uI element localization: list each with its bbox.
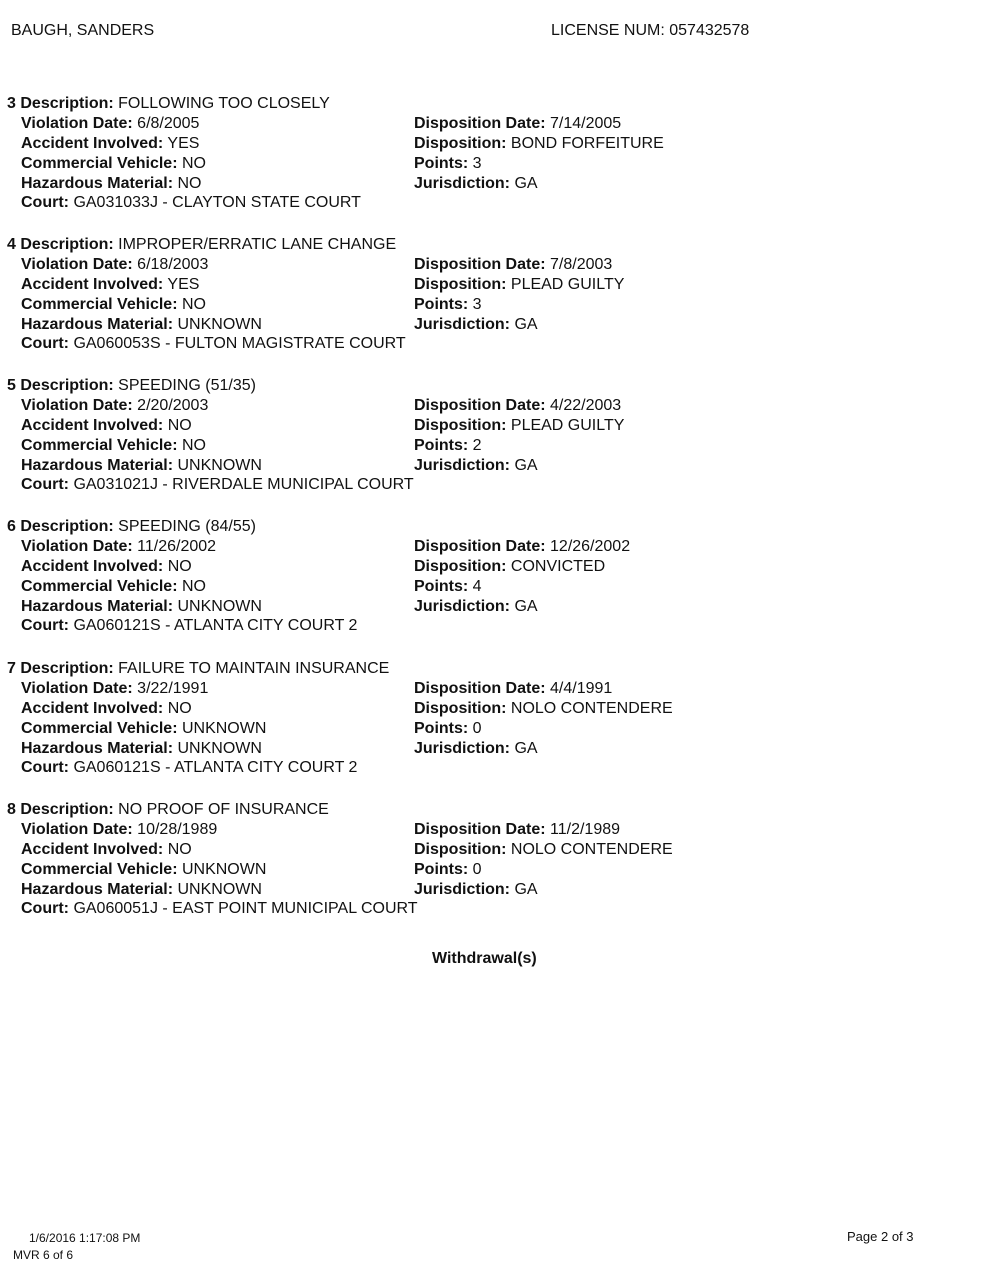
accident-involved: YES bbox=[167, 135, 200, 152]
commercial-vehicle: UNKNOWN bbox=[181, 720, 267, 737]
disposition-date: 4/22/2003 bbox=[550, 397, 622, 414]
commercial-label: Commercial Vehicle: bbox=[21, 155, 178, 172]
commercial-vehicle: NO bbox=[181, 155, 206, 172]
violation-date-label: Violation Date: bbox=[21, 821, 133, 838]
disposition-label: Disposition: bbox=[414, 700, 507, 717]
hazardous-material: NO bbox=[177, 175, 202, 192]
violation-date-label: Violation Date: bbox=[21, 256, 133, 273]
disposition-label: Disposition: bbox=[414, 558, 507, 575]
violation-description: FOLLOWING TOO CLOSELY bbox=[118, 95, 330, 112]
commercial-label: Commercial Vehicle: bbox=[21, 720, 178, 737]
hazardous-label: Hazardous Material: bbox=[21, 316, 174, 333]
points: 0 bbox=[472, 861, 482, 878]
disposition-date: 7/8/2003 bbox=[550, 256, 613, 273]
jurisdiction: GA bbox=[514, 881, 538, 898]
points-label: Points: bbox=[414, 720, 469, 737]
violation-date: 6/8/2005 bbox=[137, 115, 200, 132]
disposition: NOLO CONTENDERE bbox=[510, 700, 673, 717]
commercial-label: Commercial Vehicle: bbox=[21, 437, 178, 454]
disposition-label: Disposition: bbox=[414, 135, 507, 152]
court: GA031021J - RIVERDALE MUNICIPAL COURT bbox=[73, 476, 414, 493]
violation-description: SPEEDING (84/55) bbox=[118, 518, 256, 535]
disposition: BOND FORFEITURE bbox=[510, 135, 664, 152]
accident-involved: YES bbox=[167, 276, 200, 293]
hazardous-material: UNKNOWN bbox=[177, 457, 262, 474]
violation-date-label: Violation Date: bbox=[21, 680, 133, 697]
commercial-label: Commercial Vehicle: bbox=[21, 861, 178, 878]
violation-entry bbox=[7, 517, 907, 635]
accident-label: Accident Involved: bbox=[21, 276, 164, 293]
disposition-date-label: Disposition Date: bbox=[414, 115, 546, 132]
mvr-count: MVR 6 of 6 bbox=[13, 1248, 74, 1262]
accident-label: Accident Involved: bbox=[21, 558, 164, 575]
accident-involved: NO bbox=[167, 417, 192, 434]
points: 3 bbox=[472, 296, 482, 313]
points-label: Points: bbox=[414, 578, 469, 595]
hazardous-label: Hazardous Material: bbox=[21, 457, 174, 474]
accident-label: Accident Involved: bbox=[21, 841, 164, 858]
disposition-date-label: Disposition Date: bbox=[414, 821, 546, 838]
disposition: PLEAD GUILTY bbox=[510, 276, 625, 293]
violation-description: FAILURE TO MAINTAIN INSURANCE bbox=[118, 660, 390, 677]
violation-number: 5 bbox=[7, 377, 16, 394]
hazardous-label: Hazardous Material: bbox=[21, 175, 174, 192]
points-label: Points: bbox=[414, 861, 469, 878]
disposition-date-label: Disposition Date: bbox=[414, 538, 546, 555]
commercial-vehicle: UNKNOWN bbox=[181, 861, 267, 878]
points: 0 bbox=[472, 720, 482, 737]
commercial-vehicle: NO bbox=[181, 437, 206, 454]
disposition-date: 11/2/1989 bbox=[550, 821, 621, 838]
points: 2 bbox=[472, 437, 482, 454]
violation-description: SPEEDING (51/35) bbox=[118, 377, 256, 394]
violation-number: 7 bbox=[7, 660, 16, 677]
violation-number: 6 bbox=[7, 518, 16, 535]
jurisdiction: GA bbox=[514, 740, 538, 757]
jurisdiction: GA bbox=[514, 175, 538, 192]
hazardous-label: Hazardous Material: bbox=[21, 881, 174, 898]
accident-involved: NO bbox=[167, 558, 192, 575]
court: GA060121S - ATLANTA CITY COURT 2 bbox=[73, 617, 358, 634]
violation-number: 3 bbox=[7, 95, 16, 112]
page-number: Page 2 of 3 bbox=[847, 1229, 914, 1244]
violation-entry bbox=[7, 94, 907, 212]
jurisdiction: GA bbox=[514, 598, 538, 615]
print-datetime: 1/6/2016 1:17:08 PM bbox=[29, 1231, 141, 1245]
court: GA060053S - FULTON MAGISTRATE COURT bbox=[73, 335, 406, 352]
violation-date: 11/26/2002 bbox=[137, 538, 217, 555]
disposition-date: 4/4/1991 bbox=[550, 680, 613, 697]
violation-entry bbox=[7, 800, 907, 918]
commercial-label: Commercial Vehicle: bbox=[21, 578, 178, 595]
hazardous-material: UNKNOWN bbox=[177, 740, 262, 757]
violation-date-label: Violation Date: bbox=[21, 397, 133, 414]
jurisdiction-label: Jurisdiction: bbox=[414, 740, 511, 757]
violation-date: 2/20/2003 bbox=[137, 397, 209, 414]
violation-date-label: Violation Date: bbox=[21, 538, 133, 555]
commercial-label: Commercial Vehicle: bbox=[21, 296, 178, 313]
hazardous-material: UNKNOWN bbox=[177, 316, 262, 333]
disposition: CONVICTED bbox=[510, 558, 606, 575]
court: GA031033J - CLAYTON STATE COURT bbox=[73, 194, 361, 211]
points-label: Points: bbox=[414, 155, 469, 172]
description-label: Description: bbox=[20, 801, 114, 818]
hazardous-label: Hazardous Material: bbox=[21, 598, 174, 615]
points: 3 bbox=[472, 155, 482, 172]
court-label: Court: bbox=[21, 617, 69, 634]
jurisdiction: GA bbox=[514, 316, 538, 333]
disposition: PLEAD GUILTY bbox=[510, 417, 625, 434]
court-label: Court: bbox=[21, 476, 69, 493]
license-number: LICENSE NUM: 057432578 bbox=[551, 22, 750, 39]
description-label: Description: bbox=[20, 518, 114, 535]
points-label: Points: bbox=[414, 437, 469, 454]
disposition-date: 7/14/2005 bbox=[550, 115, 622, 132]
accident-involved: NO bbox=[167, 700, 192, 717]
accident-label: Accident Involved: bbox=[21, 417, 164, 434]
jurisdiction-label: Jurisdiction: bbox=[414, 881, 511, 898]
jurisdiction: GA bbox=[514, 457, 538, 474]
driver-name: BAUGH, SANDERS bbox=[11, 22, 155, 39]
disposition-label: Disposition: bbox=[414, 276, 507, 293]
accident-involved: NO bbox=[167, 841, 192, 858]
violation-number: 4 bbox=[7, 236, 16, 253]
points-label: Points: bbox=[414, 296, 469, 313]
court-label: Court: bbox=[21, 335, 69, 352]
description-label: Description: bbox=[20, 660, 114, 677]
withdrawals-heading: Withdrawal(s) bbox=[432, 950, 537, 967]
disposition-date-label: Disposition Date: bbox=[414, 680, 546, 697]
court: GA060121S - ATLANTA CITY COURT 2 bbox=[73, 759, 358, 776]
accident-label: Accident Involved: bbox=[21, 135, 164, 152]
description-label: Description: bbox=[20, 95, 114, 112]
hazardous-material: UNKNOWN bbox=[177, 598, 262, 615]
violation-date: 10/28/1989 bbox=[137, 821, 218, 838]
violation-date: 6/18/2003 bbox=[137, 256, 209, 273]
violation-entry bbox=[7, 235, 907, 353]
violation-date-label: Violation Date: bbox=[21, 115, 133, 132]
violation-entry bbox=[7, 659, 907, 777]
disposition: NOLO CONTENDERE bbox=[510, 841, 673, 858]
description-label: Description: bbox=[20, 236, 114, 253]
violation-number: 8 bbox=[7, 801, 16, 818]
hazardous-material: UNKNOWN bbox=[177, 881, 262, 898]
court-label: Court: bbox=[21, 759, 69, 776]
violation-description: NO PROOF OF INSURANCE bbox=[118, 801, 329, 818]
violation-description: IMPROPER/ERRATIC LANE CHANGE bbox=[118, 236, 397, 253]
disposition-label: Disposition: bbox=[414, 841, 507, 858]
violation-entry bbox=[7, 376, 907, 494]
disposition-label: Disposition: bbox=[414, 417, 507, 434]
commercial-vehicle: NO bbox=[181, 296, 206, 313]
disposition-date-label: Disposition Date: bbox=[414, 397, 546, 414]
description-label: Description: bbox=[20, 377, 114, 394]
court: GA060051J - EAST POINT MUNICIPAL COURT bbox=[73, 900, 418, 917]
disposition-date: 12/26/2002 bbox=[550, 538, 631, 555]
jurisdiction-label: Jurisdiction: bbox=[414, 457, 511, 474]
violation-date: 3/22/1991 bbox=[137, 680, 209, 697]
jurisdiction-label: Jurisdiction: bbox=[414, 316, 511, 333]
points: 4 bbox=[472, 578, 482, 595]
court-label: Court: bbox=[21, 900, 69, 917]
jurisdiction-label: Jurisdiction: bbox=[414, 175, 511, 192]
commercial-vehicle: NO bbox=[181, 578, 206, 595]
accident-label: Accident Involved: bbox=[21, 700, 164, 717]
court-label: Court: bbox=[21, 194, 69, 211]
jurisdiction-label: Jurisdiction: bbox=[414, 598, 511, 615]
disposition-date-label: Disposition Date: bbox=[414, 256, 546, 273]
hazardous-label: Hazardous Material: bbox=[21, 740, 174, 757]
